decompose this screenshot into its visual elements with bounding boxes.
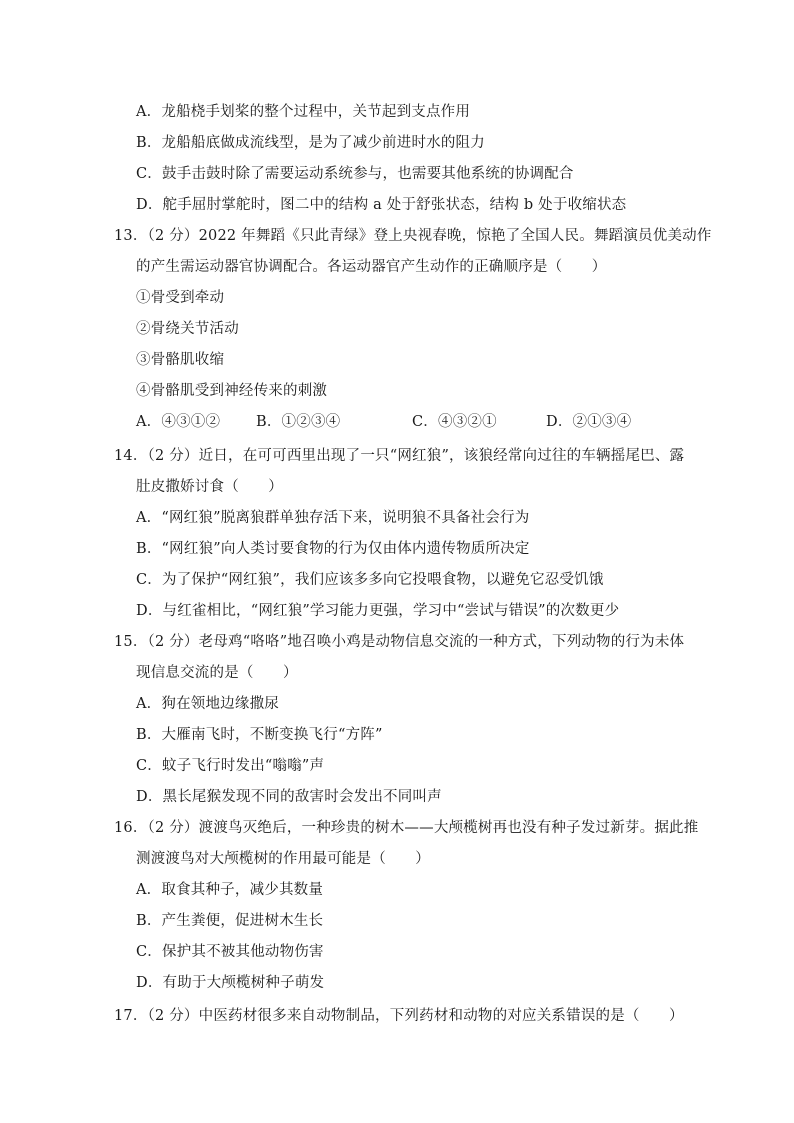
q16-option-d: D．有助于大颅榄树种子萌发 [136,975,325,991]
q17-stem-line1: 17．（2 分）中医药材很多来自动物制品，下列药材和动物的对应关系错误的是（ ） [114,1008,684,1024]
q16-stem-line1: 16．（2 分）渡渡鸟灭绝后，一种珍贵的树木——大颅榄树再也没有种子发过新芽。据此推 [114,820,699,836]
q14-option-c: C．为了保护“网红狼”，我们应该多多向它投喂食物，以避免它忍受饥饿 [136,572,604,588]
q13-option-b: B．①②③④ [256,414,341,430]
q14-stem-line1: 14．（2 分）近日，在可可西里出现了一只“网红狼”，该狼经常向过往的车辆摇尾巴、露 [114,448,685,464]
q12-option-b: B．龙船船底做成流线型，是为了减少前进时水的阻力 [136,135,485,151]
q16-option-c: C．保护其不被其他动物伤害 [136,944,324,960]
q13-stem-line1: 13．（2 分）2022 年舞蹈《只此青绿》登上央视春晚，惊艳了全国人民。舞蹈演员优美动作 [114,228,712,244]
q13-option-d: D．②①③④ [546,414,632,430]
q15-option-a: A．狗在领地边缘撒尿 [136,696,279,712]
q16-stem-line2: 测渡渡鸟对大颅榄树的作用最可能是（ ） [136,851,430,867]
q12-option-a: A．龙船桡手划桨的整个过程中，关节起到支点作用 [136,104,471,120]
q13-item-3: ③骨骼肌收缩 [136,352,225,368]
q15-stem-line2: 现信息交流的是（ ） [136,665,298,681]
q13-stem-line2: 的产生需运动器官协调配合。各运动器官产生动作的正确顺序是（ ） [136,259,607,275]
q14-stem-line2: 肚皮撒娇讨食（ ） [136,479,283,495]
q13-item-1: ①骨受到牵动 [136,290,225,306]
q14-option-d: D．与红雀相比，“网红狼”学习能力更强，学习中“尝试与错误”的次数更少 [136,603,620,619]
q15-option-b: B．大雁南飞时，不断变换飞行“方阵” [136,727,383,743]
q13-item-2: ②骨绕关节活动 [136,321,239,337]
q12-option-c: C．鼓手击鼓时除了需要运动系统参与，也需要其他系统的协调配合 [136,166,574,182]
q13-option-c: C．④③②① [412,414,497,430]
q14-option-a: A．“网红狼”脱离狼群单独存活下来，说明狼不具备社会行为 [136,510,530,526]
q14-option-b: B．“网红狼”向人类讨要食物的行为仅由体内遗传物质所决定 [136,541,530,557]
q15-option-c: C．蚊子飞行时发出“嗡嗡”声 [136,758,325,774]
q15-option-d: D．黑长尾猴发现不同的敌害时会发出不同叫声 [136,789,442,805]
q16-option-b: B．产生粪便，促进树木生长 [136,913,324,929]
q16-option-a: A．取食其种子，减少其数量 [136,882,324,898]
q15-stem-line1: 15．（2 分）老母鸡“咯咯”地召唤小鸡是动物信息交流的一种方式，下列动物的行为未体 [114,634,685,650]
q13-option-a: A．④③①② [136,414,221,430]
q12-option-d: D．舵手屈肘掌舵时，图二中的结构 a 处于舒张状态，结构 b 处于收缩状态 [136,197,627,213]
q13-item-4: ④骨骼肌受到神经传来的刺激 [136,383,328,399]
